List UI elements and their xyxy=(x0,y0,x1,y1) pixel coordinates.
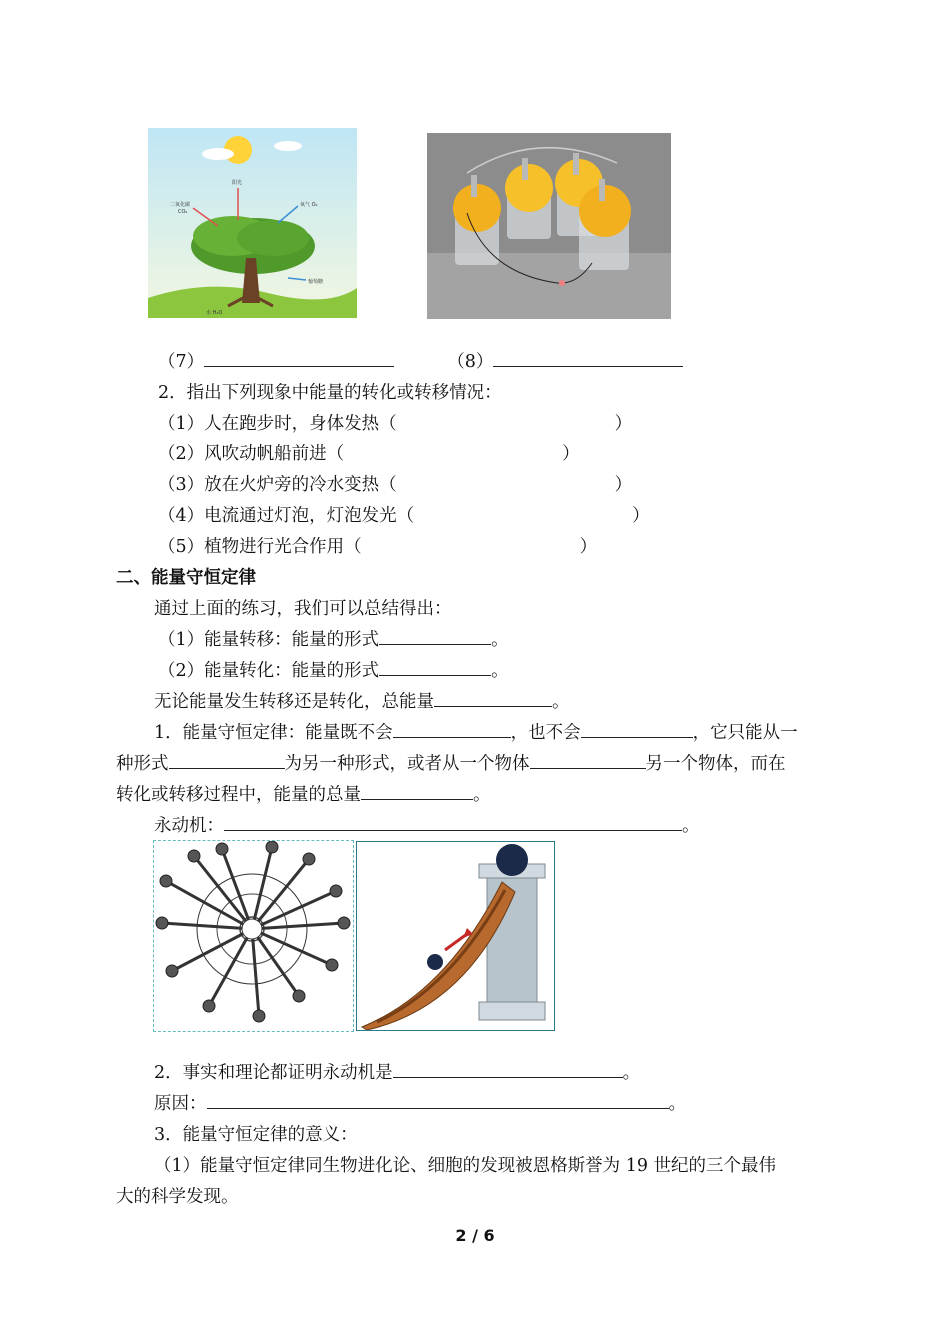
blank-reason[interactable] xyxy=(207,1092,669,1109)
law-line-3: 转化或转移过程中，能量的总量 。 xyxy=(116,785,491,805)
label-o2: 氧气 O₂ xyxy=(300,202,318,208)
conversion-line: （2）能量转化：能量的形式 。 xyxy=(158,661,509,681)
blank-conversion[interactable] xyxy=(379,659,491,676)
answer-row-7-8: （7） （8） xyxy=(158,350,683,374)
blank-8[interactable] xyxy=(493,350,683,367)
total-energy-line: 无论能量发生转移还是转化，总能量 。 xyxy=(154,692,570,712)
svg-text:CO₂: CO₂ xyxy=(178,209,188,215)
section-heading: 二、能量守恒定律 xyxy=(116,568,256,588)
meaning-title: 3．能量守恒定律的意义： xyxy=(154,1125,358,1145)
blank-law-2[interactable] xyxy=(581,721,693,738)
page-number: 2 / 6 xyxy=(455,1226,495,1245)
blank-law-1[interactable] xyxy=(393,721,511,738)
meaning-1a: （1）能量守恒定律同生物进化论、细胞的发现被恩格斯誉为 19 世纪的三个最伟 xyxy=(154,1156,777,1176)
blank-transfer[interactable] xyxy=(379,628,491,645)
law-line-2: 种形式 为另一种形式，或者从一个物体 另一个物体，而在 xyxy=(116,754,786,774)
label-water: 水 H₂O xyxy=(206,310,223,316)
lemon-battery-image xyxy=(427,133,671,319)
blank-law-5[interactable] xyxy=(361,783,473,800)
meaning-1b: 大的科学发现。 xyxy=(116,1187,239,1207)
q2-item-2: （2）风吹动帆船前进（ ） xyxy=(158,444,580,464)
q2-item-1: （1）人在跑步时，身体发热（ ） xyxy=(158,414,633,434)
blank-law-4[interactable] xyxy=(530,752,646,769)
q2-item-3: （3）放在火炉旁的冷水变热（ ） xyxy=(158,475,633,495)
perpetual-ramp-image xyxy=(356,841,555,1031)
blank-7[interactable] xyxy=(204,350,394,367)
fact-line: 2．事实和理论都证明永动机是 。 xyxy=(154,1063,641,1083)
perpetual-wheel-image xyxy=(153,840,354,1032)
label-co2: 二氧化碳 xyxy=(170,202,191,208)
reason-line: 原因： 。 xyxy=(154,1094,686,1114)
q2-title: 2．指出下列现象中能量的转化或转移情况： xyxy=(158,383,502,403)
blank-total[interactable] xyxy=(434,690,552,707)
summary-intro: 通过上面的练习，我们可以总结得出： xyxy=(154,599,452,619)
q2-item-4: （4）电流通过灯泡，灯泡发光（ ） xyxy=(158,506,650,526)
transfer-line: （1）能量转移：能量的形式 。 xyxy=(158,630,509,650)
blank-law-3[interactable] xyxy=(169,752,285,769)
perpetual-line: 永动机： 。 xyxy=(154,816,700,836)
law-line-1: 1．能量守恒定律：能量既不会 ，也不会 ，它只能从一 xyxy=(154,723,798,743)
photosynthesis-tree-image xyxy=(148,128,357,318)
label-glucose: 葡萄糖 xyxy=(308,279,324,285)
blank-fact[interactable] xyxy=(393,1061,623,1078)
label-sunlight: 阳光 xyxy=(232,180,243,186)
blank-perpetual[interactable] xyxy=(224,814,682,831)
q2-item-5: （5）植物进行光合作用（ ） xyxy=(158,537,598,557)
